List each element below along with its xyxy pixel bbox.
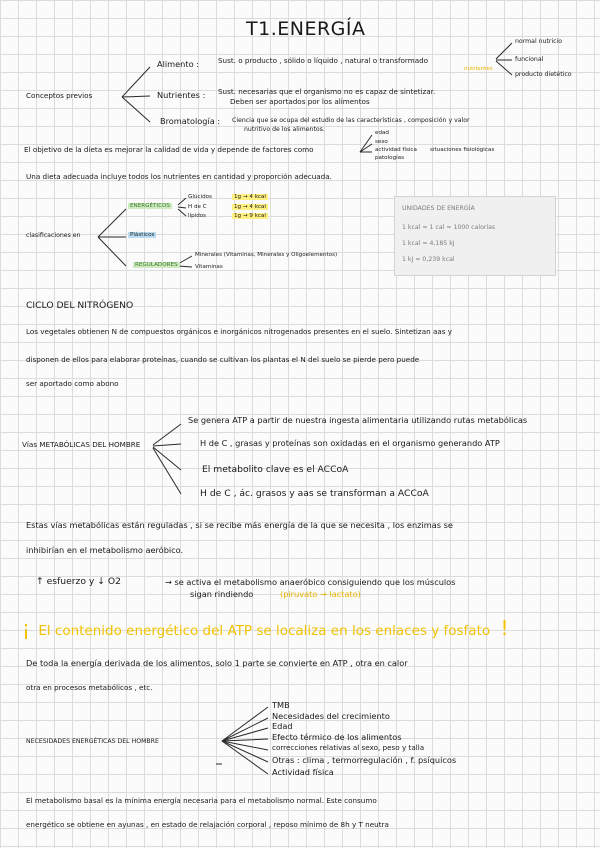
- bromatologia-label: Bromatología :: [160, 116, 221, 126]
- necesidad-item: Efecto térmico de los alimentos: [272, 732, 402, 742]
- dieta-text: El objetivo de la dieta es mejorar la calidad de vida y depende de factores como: [24, 145, 314, 154]
- esfuerzo-result: sigan rindiendo: [190, 589, 254, 599]
- callout-text: El contenido energético del ATP se localiza en los enlaces y fosfato: [38, 623, 491, 639]
- energetico-value: 1g → 4 kcal: [234, 194, 266, 200]
- necesidad-item: Otras : clima , termorregulación , f. psíquicos: [272, 755, 457, 765]
- page-title: T1.ENERGÍA: [246, 18, 366, 40]
- vias-item: El metabolito clave es el ACCoA: [202, 464, 349, 475]
- unidades-item: 1 kcal = 1 cal = 1000 calorías: [402, 224, 496, 231]
- factor: actividad física: [375, 147, 417, 153]
- callout-mark: ¡: [22, 616, 31, 640]
- vias-item: Se genera ATP a partir de nuestra ingesta alimentaria utilizando rutas metabólicas: [188, 415, 528, 425]
- energetico-item: lípidos: [188, 213, 207, 219]
- bromatologia-definition: nutritivo de los alimentos.: [244, 126, 325, 133]
- alimento-definition: Sust. o producto , sólido o líquido , natural o transformado: [218, 56, 429, 65]
- factor: edad: [375, 130, 389, 136]
- regulador-item: Minerales (Vitaminas, Minerales y Oligoelementos): [195, 252, 338, 258]
- unidades-item: 1 kJ = 0,239 kcal: [402, 256, 455, 263]
- alimento-highlight: nutrientes: [464, 66, 493, 72]
- energia-text: otra en procesos metabólicos , etc.: [26, 683, 153, 692]
- necesidad-item: Edad: [272, 721, 293, 731]
- factor: sexo: [375, 139, 388, 145]
- energetico-item: H de C: [188, 204, 207, 210]
- regulador-item: Vitaminas: [195, 264, 223, 270]
- vias-label: Vías METABÓLICAS DEL HOMBRE: [22, 440, 141, 449]
- vias-text: inhibirían en el metabolismo aeróbico.: [26, 545, 184, 555]
- vias-item: H de C , grasas y proteínas son oxidadas en el organismo generando ATP: [200, 438, 500, 448]
- necesidad-item: Necesidades del crecimiento: [272, 711, 390, 721]
- nutrientes-label: Nutrientes :: [157, 90, 206, 100]
- necesidad-item: correcciones relativas al sexo, peso y talla: [272, 743, 425, 752]
- bromatologia-definition: Ciencia que se ocupa del estudio de las características , composición y valor: [232, 117, 470, 124]
- factor: situaciones fisiológicas: [430, 147, 495, 153]
- alimento-tipo: funcional: [515, 56, 544, 63]
- dieta-text: Una dieta adecuada incluye todos los nutrientes en cantidad y proporción adecuada.: [26, 172, 332, 181]
- energeticos-tag: ENERGÉTICOS: [130, 203, 170, 209]
- necesidad-item: TMB: [272, 700, 290, 710]
- nitrogeno-text: disponen de ellos para elaborar proteínas, cuando se cultivan los plantas el N del suelo se pierde pero puede: [26, 355, 420, 364]
- energetico-item: Glúcidos: [188, 194, 212, 200]
- energetico-value: 1g → 9 kcal: [234, 213, 266, 219]
- alimento-tipo: producto dietético: [515, 71, 572, 78]
- nutrientes-definition: Deben ser aportados por los alimentos: [230, 97, 370, 106]
- energia-text: De toda la energía derivada de los alimentos, solo 1 parte se convierte en ATP , otra en calor: [26, 658, 408, 668]
- energetico-value: 1g → 4 kcal: [234, 204, 266, 210]
- reguladores-tag: REGULADORES: [135, 262, 178, 268]
- unidades-item: 1 kcal = 4,185 kJ: [402, 240, 455, 247]
- esfuerzo-highlight: (piruvato → lactato): [280, 589, 361, 599]
- final-text: energético se obtiene en ayunas , en estado de relajación corporal , reposo mínimo de 8h y T neutra: [26, 820, 389, 829]
- final-text: El metabolismo basal es la mínima energía necesaria para el metabolismo normal. Este consumo: [26, 796, 377, 805]
- conceptos-label: Conceptos previos: [26, 91, 93, 100]
- nitrogeno-text: ser aportado como abono: [26, 379, 119, 388]
- nutrientes-definition: Sust. necesarias que el organismo no es capaz de sintetizar.: [218, 87, 436, 96]
- alimento-label: Alimento :: [157, 59, 199, 69]
- necesidades-label: NECESIDADES ENERGÉTICAS DEL HOMBRE: [26, 738, 159, 745]
- esfuerzo-result: → se activa el metabolismo anaeróbico consiguiendo que los músculos: [165, 577, 456, 587]
- factor: patologías: [375, 155, 405, 161]
- alimento-tipo: normal nutricio: [515, 38, 563, 45]
- nitrogeno-text: Los vegetales obtienen N de compuestos orgánicos e inorgánicos nitrogenados presentes en el suelo. Sintetizan aas y: [26, 327, 453, 336]
- vias-text: Estas vías metabólicas están reguladas , si se recibe más energía de la que se necesita , los enzimas se: [26, 520, 453, 530]
- clasificacion-label: clasificaciones en: [26, 232, 81, 239]
- callout-mark-end: !: [500, 616, 509, 640]
- necesidad-item: Actividad física: [272, 767, 334, 777]
- vias-item: H de C , ác. grasos y aas se transforman a ACCoA: [200, 488, 429, 499]
- plasticos-tag: Plásticos: [130, 232, 155, 238]
- unidades-title: UNIDADES DE ENERGÍA: [402, 205, 475, 212]
- atp-callout: [22, 616, 508, 640]
- nitrogeno-heading: CICLO DEL NITRÓGENO: [26, 300, 134, 311]
- esfuerzo-label: ↑ esfuerzo y ↓ O2: [36, 576, 121, 587]
